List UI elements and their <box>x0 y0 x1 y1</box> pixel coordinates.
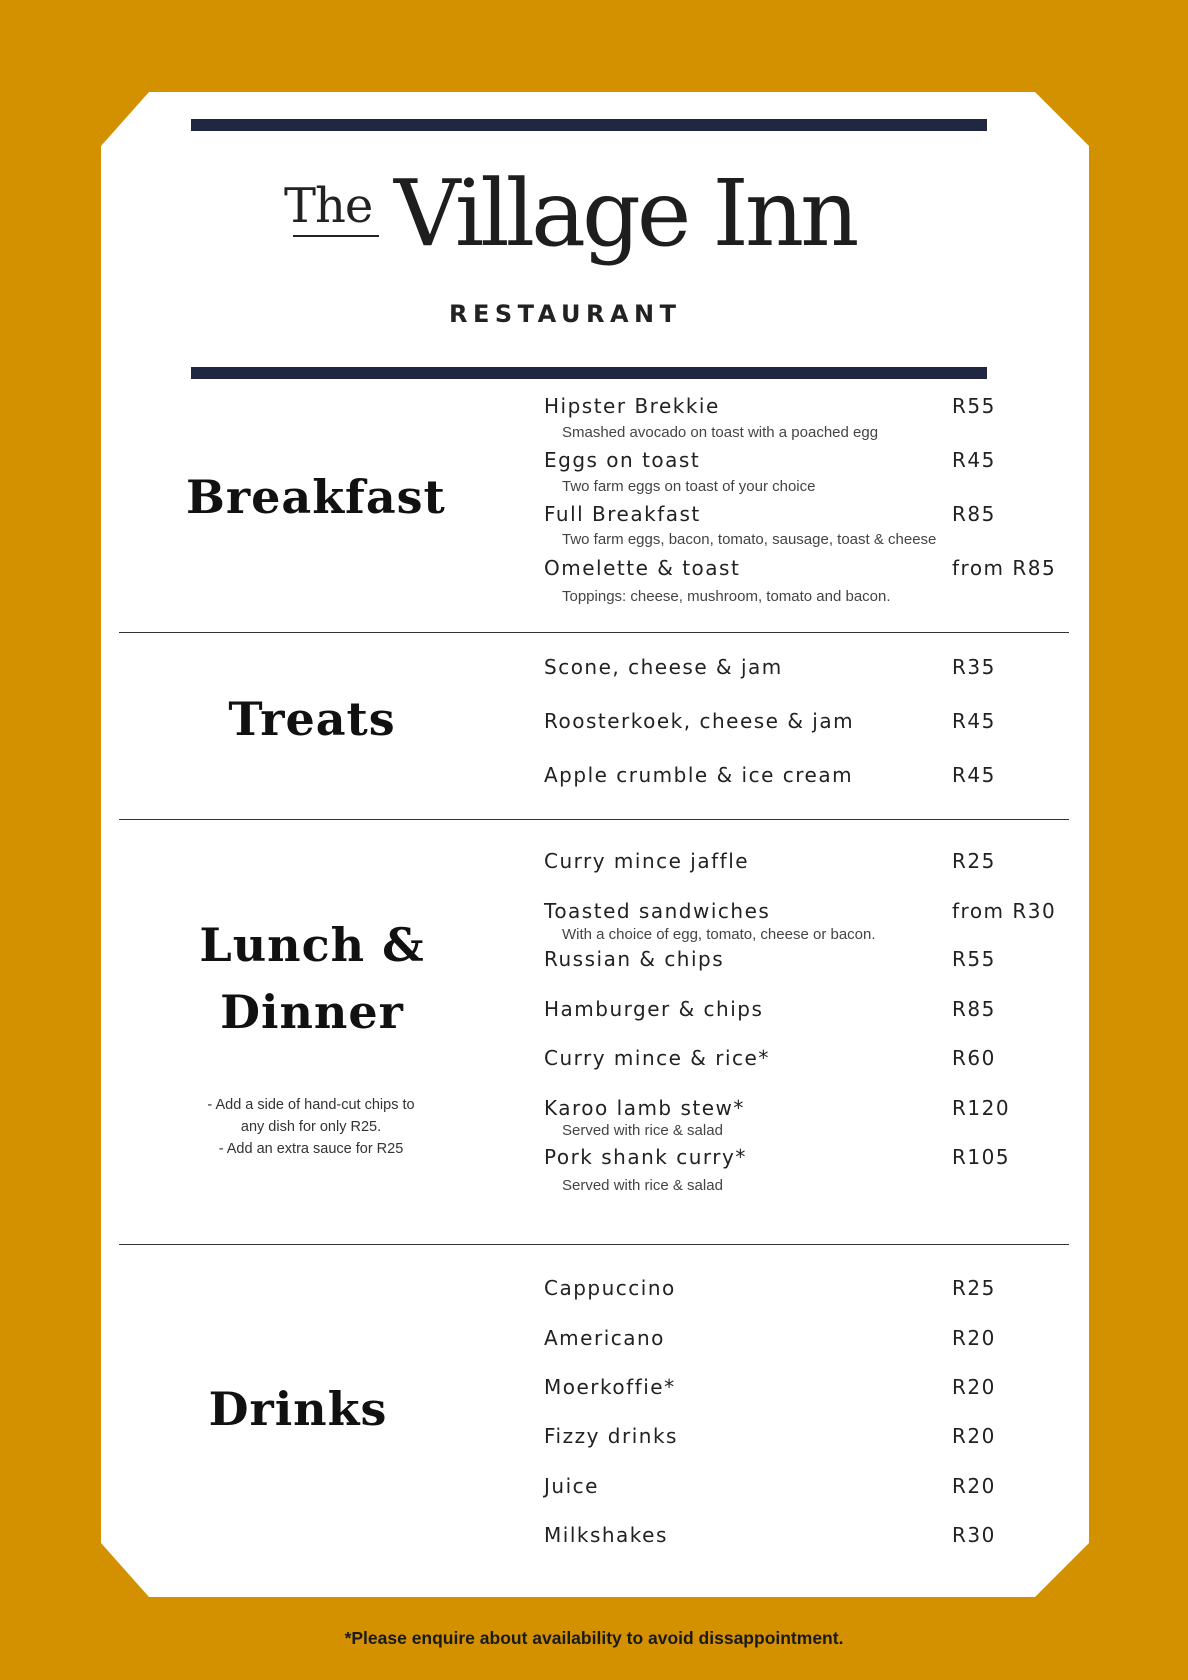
menu-item-price: R55 <box>952 394 996 418</box>
menu-item-name: Apple crumble & ice cream <box>544 763 854 787</box>
section-divider <box>119 1244 1069 1245</box>
section-divider <box>119 632 1069 633</box>
top-rule <box>191 119 987 131</box>
logo-name: Village Inn <box>394 160 856 267</box>
menu-item-price: R105 <box>952 1145 1011 1169</box>
menu-item-price: R35 <box>952 655 996 679</box>
section-title-dinner: Dinner <box>220 985 404 1039</box>
menu-item-name: Russian & chips <box>544 947 725 971</box>
menu-item-desc: Served with rice & salad <box>562 1122 723 1139</box>
section-title-breakfast: Breakfast <box>186 470 446 524</box>
menu-item-price: R20 <box>952 1424 996 1448</box>
menu-item-price: R55 <box>952 947 996 971</box>
menu-item-price: R20 <box>952 1474 996 1498</box>
note-line: - Add an extra sauce for R25 <box>218 1141 404 1157</box>
menu-item-name: Hipster Brekkie <box>544 394 720 418</box>
menu-item-name: Curry mince & rice* <box>544 1046 770 1070</box>
section-title-lunch: Lunch & <box>199 918 425 972</box>
section-title-drinks: Drinks <box>208 1382 388 1436</box>
menu-item-price: R120 <box>952 1096 1011 1120</box>
logo-underline <box>293 235 379 237</box>
note-line: - Add a side of hand-cut chips to <box>207 1097 415 1113</box>
menu-item-price: R85 <box>952 502 996 526</box>
menu-item-name: Karoo lamb stew* <box>544 1096 745 1120</box>
menu-item-price: R25 <box>952 1276 996 1300</box>
menu-item-desc: Two farm eggs on toast of your choice <box>562 478 816 495</box>
menu-item-price: R20 <box>952 1375 996 1399</box>
menu-item-name: Hamburger & chips <box>544 997 764 1021</box>
menu-item-desc: With a choice of egg, tomato, cheese or bacon. <box>562 926 876 943</box>
menu-item-desc: Two farm eggs, bacon, tomato, sausage, toast & cheese <box>562 531 937 548</box>
menu-item-name: Scone, cheese & jam <box>544 655 783 679</box>
menu-item-name: Cappuccino <box>544 1276 676 1300</box>
menu-item-price: from R85 <box>952 556 1057 580</box>
note-line: any dish for only R25. <box>240 1119 382 1135</box>
menu-item-price: R45 <box>952 763 996 787</box>
menu-item-name: Moerkoffie* <box>544 1375 676 1399</box>
menu-item-price: R25 <box>952 849 996 873</box>
menu-item-name: Milkshakes <box>544 1523 668 1547</box>
menu-item-price: R60 <box>952 1046 996 1070</box>
menu-item-price: from R30 <box>952 899 1057 923</box>
menu-item-name: Toasted sandwiches <box>544 899 771 923</box>
menu-item-desc: Smashed avocado on toast with a poached egg <box>562 424 879 441</box>
menu-item-name: Fizzy drinks <box>544 1424 678 1448</box>
logo-the: The <box>284 178 373 234</box>
logo-subtitle: RESTAURANT <box>449 300 682 328</box>
menu-item-price: R20 <box>952 1326 996 1350</box>
menu-item-desc: Toppings: cheese, mushroom, tomato and bacon. <box>562 588 891 605</box>
menu-item-desc: Served with rice & salad <box>562 1177 723 1194</box>
menu-item-name: Omelette & toast <box>544 556 741 580</box>
menu-item-name: Juice <box>544 1474 599 1498</box>
menu-item-name: Full Breakfast <box>544 502 701 526</box>
section-divider <box>119 819 1069 820</box>
menu-item-name: Eggs on toast <box>544 448 701 472</box>
menu-item-name: Pork shank curry* <box>544 1145 747 1169</box>
menu-item-name: Curry mince jaffle <box>544 849 750 873</box>
menu-item-price: R45 <box>952 448 996 472</box>
menu-item-price: R85 <box>952 997 996 1021</box>
menu-item-name: Americano <box>544 1326 665 1350</box>
menu-item-price: R30 <box>952 1523 996 1547</box>
header-bottom-rule <box>191 367 987 379</box>
footer-note: *Please enquire about availability to avoid dissappointment. <box>344 1628 844 1648</box>
menu-item-name: Roosterkoek, cheese & jam <box>544 709 855 733</box>
lunch-note <box>180 1094 442 1160</box>
section-title-treats: Treats <box>228 692 396 746</box>
menu-item-price: R45 <box>952 709 996 733</box>
